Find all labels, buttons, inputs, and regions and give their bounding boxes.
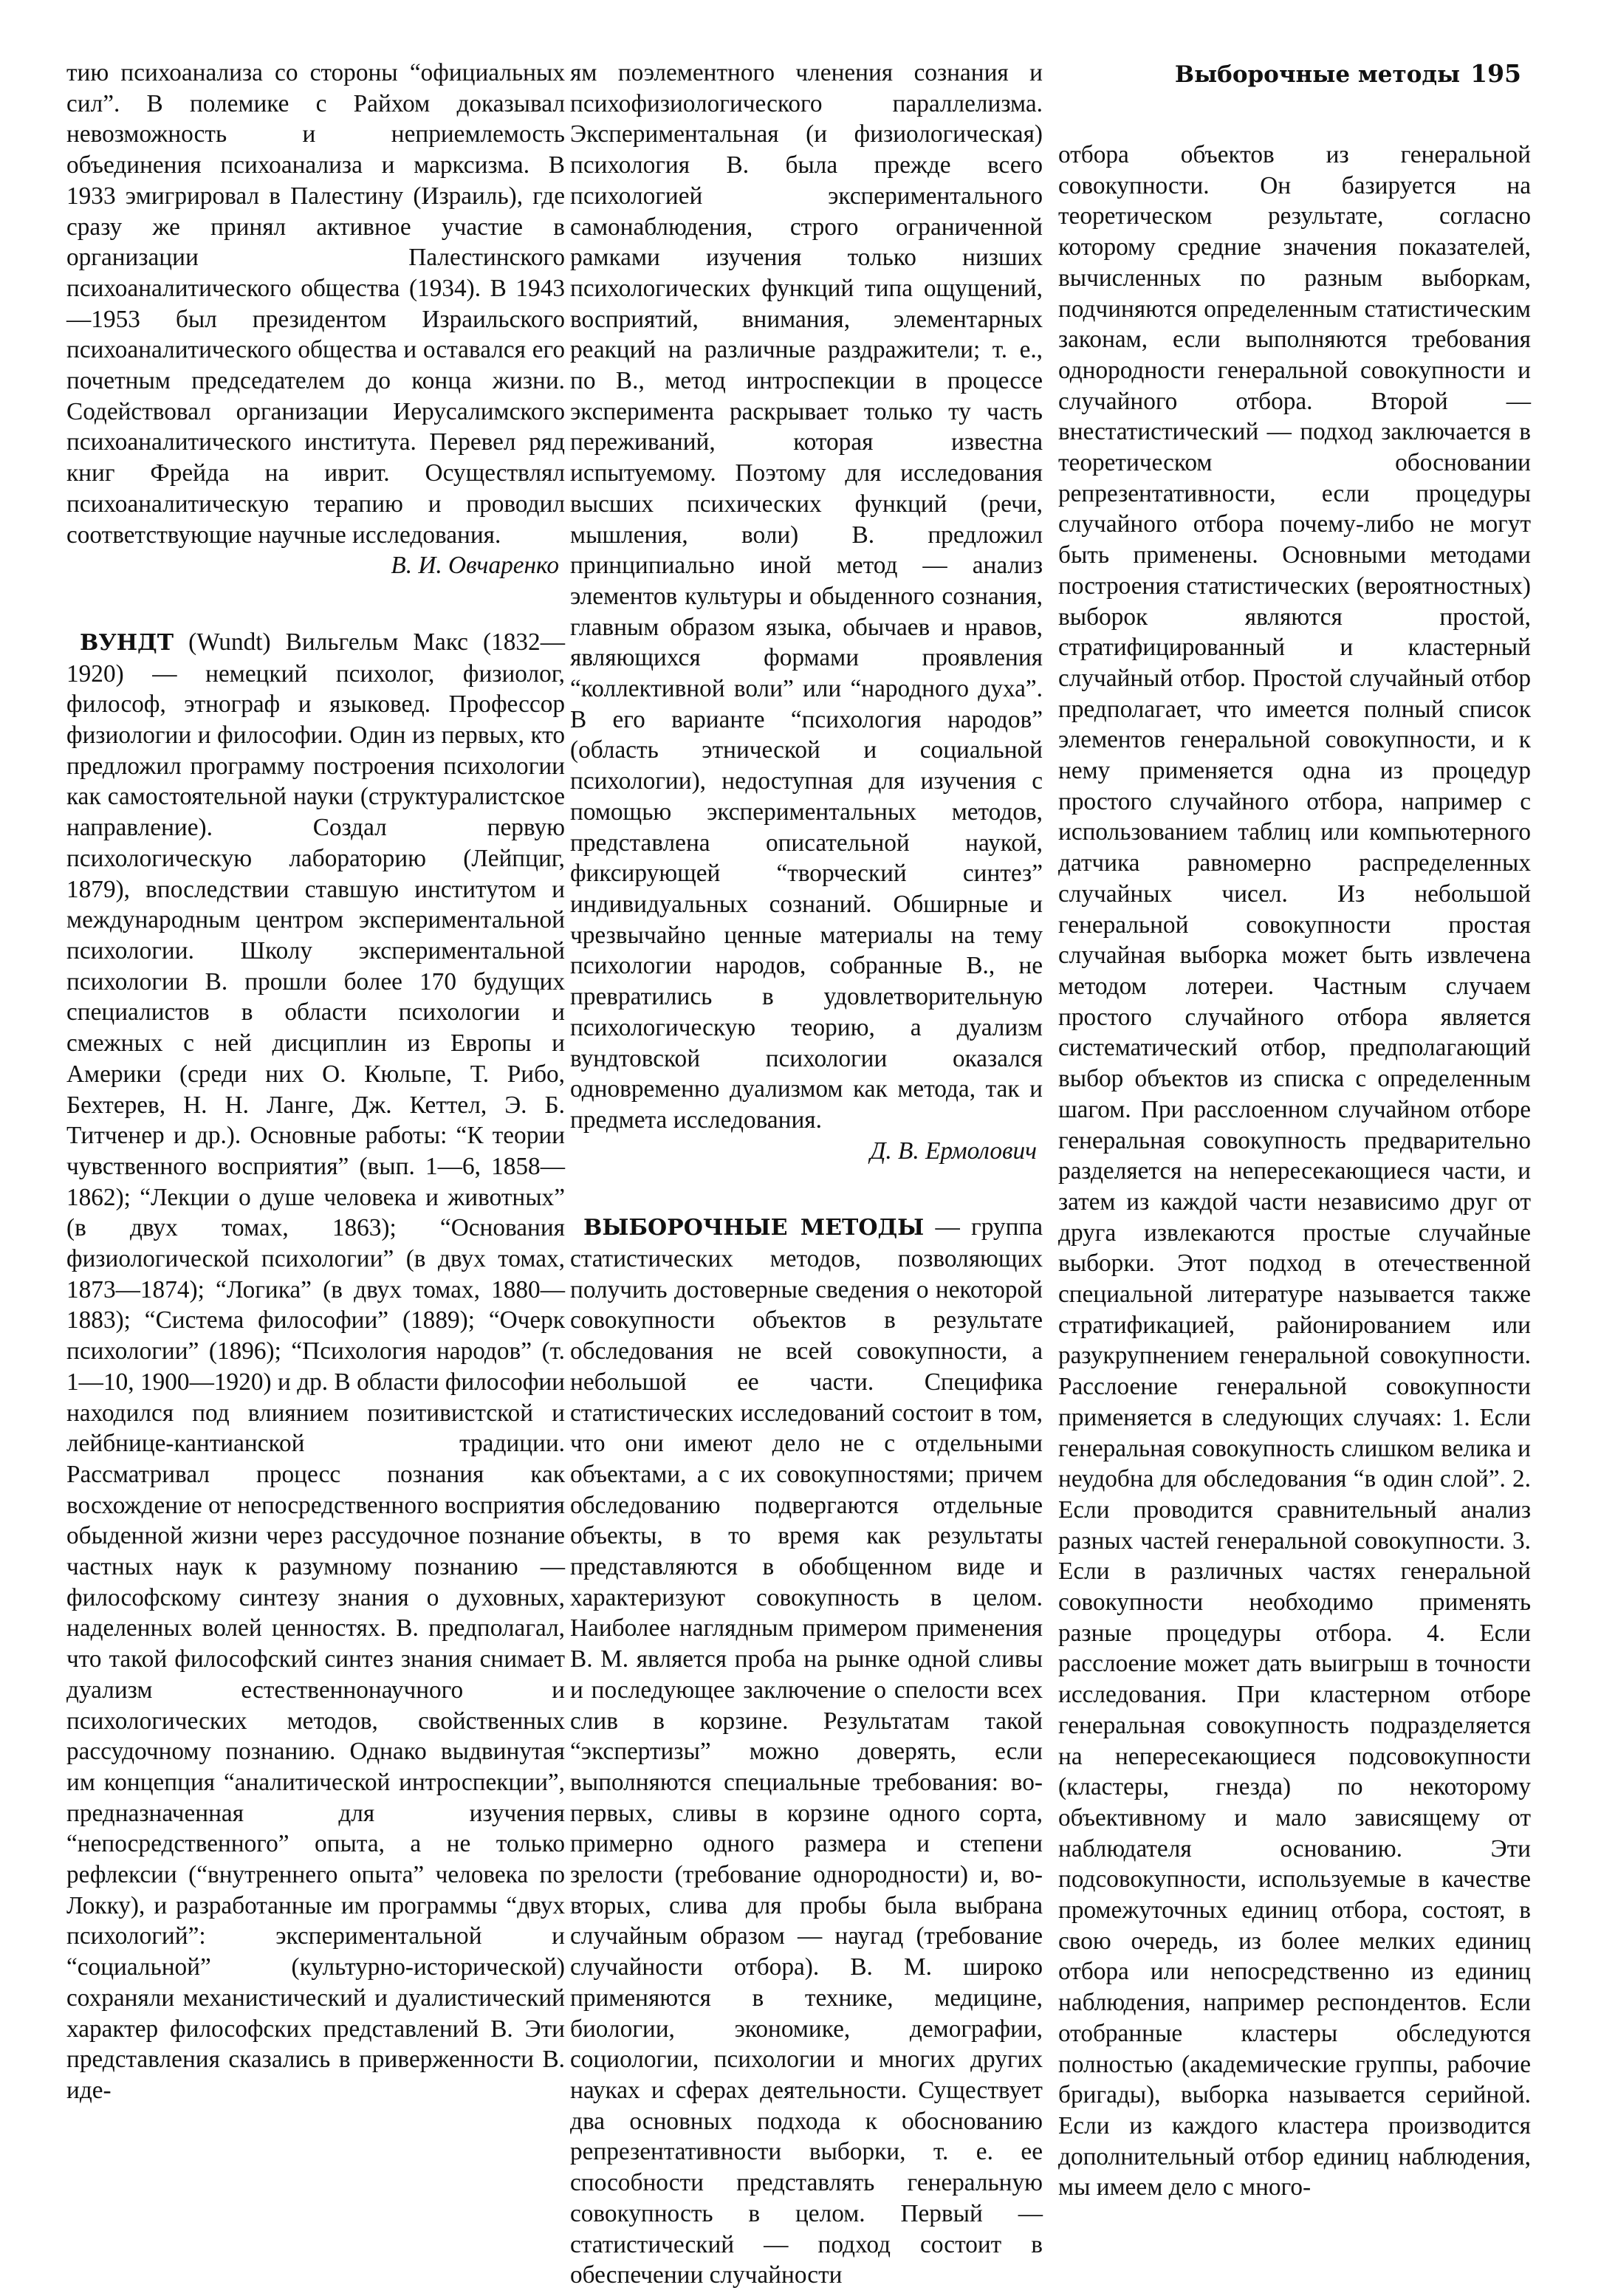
- entry-sampling-text-part2: отбора объектов из генеральной совокупности. Он базируется на теоретическом результате, согласно которому средние значения показателей, вычисленных по разным выборкам, подчиняются определенным статистическим законам, если выполняются требования однородности генеральной совокупности и случайного отбора. Второй — внестатистический — подход заключается в теоретическом обосновании репрезентативности, если процедуры случайного отбора почему-либо не могут быть применены. Основными методами построения статистических (вероятностных) выборок являются простой, стратифицированный и кластерный случайный отбор. Простой случайный отбор предполагает, что имеется полный список элементов генеральной совокупности, и к нему применяется одна из процедур простого случайного отбора, например с использованием таблиц или компьютерного датчика равномерно распределенных случайных чисел. Из небольшой генеральной совокупности простая случайная выборка может быть извлечена методом лотереи. Частным случаем простого случайного отбора является систематический отбор, предполагающий выбор объектов из списка с определенным шагом. При расслоенном случайном отборе генеральная совокупность предварительно разделяется на непересекающиеся части, и затем из каждой части независимо друг от друга извлекаются простые случайные выборки. Этот подход в отечественной специальной литературе называется также стратификацией, районированием или разукрупнением генеральной совокупности. Расслоение генеральной совокупности применяется в следующих случаях: 1. Если генеральная совокупность слишком велика и неудобна для обследования “в один слой”. 2. Если проводится сравнительный анализ разных частей генеральной совокупности. 3. Если в различных частях генеральной совокупности необходимо применять разные процедуры отбора. 4. Если расслоение может дать выигрыш в точности исследования. При кластерном отборе генеральная совокупность подразделяется на непересекающиеся подсовокупности (кластеры, гнезда) по некоторому объективному и мало зависящему от наблюдателя основанию. Эти подсовокупности, используемые в качестве промежуточных единиц отбора, состоят, в свою очередь, из более мелких единиц отбора или непосредственно из единиц наблюдения, например респондентов. Если отобранные кластеры обследуются полностью (академические группы, рабочие бригады), выборка называется серийной. Если из каждого кластера производится дополнительный отбор единиц наблюдения, мы имеем дело с много-: [1058, 141, 1531, 2201]
- text-column-1: [66, 58, 565, 2106]
- headword-wundt: ВУНДТ: [80, 629, 174, 656]
- entry-wundt-text-part2: ям поэлементного членения сознания и психофизиологического параллелизма. Экспериментальная (и физиологическая) психология В. была прежде всего психологией экспериментального самонаблюдения, строго ограниченной рамками изучения только низших психологических функций типа ощущений, восприятий, внимания, элементарных реакций на различные раздражители; т. е., по В., метод интроспекции в процессе эксперимента раскрывает только ту часть переживаний, которая известна испытуемому. Поэтому для исследования высших психических функций (речи, мышления, воли) В. предложил принципиально иной метод — анализ элементов культуры и обыденного сознания, главным образом языка, обычаев и нравов, являющихся формами проявления “коллективной воли” или “народного духа”. В его варианте “психология народов” (область этнической и социальной психологии), недоступная для изучения с помощью экспериментальных методов, представлена описательной наукой, фиксирующей “творческий синтез” индивидуальных сознаний. Обширные и чрезвычайно ценные материалы на тему психологии народов, собранные В., не превратились в удовлетворительную психологическую теорию, а дуализм вундтовской психологии оказался одновременно дуализмом как метода, так и предмета исследования.: [570, 59, 1043, 1134]
- entry-sampling-text-part1: — группа статистических методов, позволяющих получить достоверные сведения о некоторой совокупности объектов в результате обследования не всей совокупности, а небольшой ее части. Специфика статистических исследований состоит в том, что они имеют дело не с отдельными объектами, а с их совокупностями; причем обследованию подвергаются отдельные объекты, в то время как результаты представляются в обобщенном виде и характеризуют совокупность в целом. Наиболее наглядным примером применения В. М. является проба на рынке одной сливы и последующее заключение о спелости всех слив в корзине. Результатам такой “экспертизы” можно доверять, если выполняются специальные требования: во-первых, сливы в корзине одного сорта, примерно одного размера и степени зрелости (требование однородности) и, во-вторых, слива для пробы была выбрана случайным образом — наугад (требование случайности отбора). В. М. широко применяются в технике, медицине, биологии, экономике, демографии, социологии, психологии и многих других науках и сферах деятельности. Существует два основных подхода к обоснованию репрезентативности выборки, т. е. ее способности представлять генеральную совокупность в целом. Первый — статистический — подход состоит в обеспечении случайности: [570, 1213, 1043, 2289]
- entry-wundt-text-part1: (Wundt) Вильгельм Макс (1832—1920) — немецкий психолог, физиолог, философ, этнограф и языковед. Профессор физиологии и философии. Один из первых, кто предложил программу построения психологии как самостоятельной науки (структуралистское направление). Создал первую психологическую лабораторию (Лейпциг, 1879), впоследствии ставшую институтом и международным центром экспериментальной психологии. Школу экспериментальной психологии В. прошли более 170 будущих специалистов в области психологии и смежных с ней дисциплин из Европы и Америки (среди них О. Кюльпе, Т. Рибо, Бехтерев, Н. Н. Ланге, Дж. Кеттел, Э. Б. Титченер и др.). Основные работы: “К теории чувственного восприятия” (вып. 1—6, 1858—1862); “Лекции о душе человека и животных” (в двух томах, 1863); “Основания физиологической психологии” (в двух томах, 1873—1874); “Логика” (в двух томах, 1880—1883); “Система философии” (1889); “Очерк психологии” (1896); “Психология народов” (т. 1—10, 1900—1920) и др. В области философии находился под влиянием позитивистской и лейбнице-кантианской традиции. Рассматривал процесс познания как восхождение от непосредственного восприятия обыденной жизни через рассудочное познание частных наук к разумному познанию — философскому синтезу знания о духовных, наделенных волей ценностях. В. предполагал, что такой философский синтез знания снимает дуализм естественнонаучного и психологических методов, свойственных рассудочному познанию. Однако выдвинутая им концепция “аналитической интроспекции”, предназначенная для изучения “непосредственного” опыта, а не только рефлексии (“внутреннего опыта” человека по Локку), и разработанные им программы “двух психологий”: экспериментальной и “социальной” (культурно-исторической) сохраняли механистический и дуалистический характер философских представлений В. Эти представления сказались в приверженности В. иде-: [66, 628, 565, 2104]
- entry-continuation-text: тию психоанализа со стороны “официальных сил”. В полемике с Райхом доказывал невозможность и неприемлемость объединения психоанализа и марксизма. В 1933 эмигрировал в Палестину (Израиль), где сразу же принял активное участие в организации Палестинского психоаналитического общества (1934). В 1943—1953 был президентом Израильского психоаналитического общества и оставался его почетным председателем до конца жизни. Содействовал организации Иерусалимского психоаналитического института. Перевел ряд книг Фрейда на иврит. Осуществлял психоаналитическую терапию и проводил соответствующие научные исследования.: [66, 59, 565, 549]
- headword-sampling-methods: ВЫБОРОЧНЫЕ МЕТОДЫ: [583, 1215, 925, 1241]
- text-column-3: [1058, 140, 1531, 2203]
- entry-gap: [570, 1166, 1043, 1212]
- section-title: Выборочные методы: [1174, 61, 1461, 88]
- author-signature-ovcharenko: В. И. Овчаренко: [391, 552, 559, 580]
- entry-wundt: [66, 627, 565, 2106]
- entry-gap: [66, 581, 565, 627]
- entry-sampling-methods: [570, 1212, 1043, 2291]
- author-signature-ermolovich: Д. В. Ермолович: [870, 1137, 1037, 1165]
- running-header: [1175, 59, 1521, 88]
- page-number: 195: [1470, 59, 1521, 88]
- text-column-2: [570, 58, 1043, 2291]
